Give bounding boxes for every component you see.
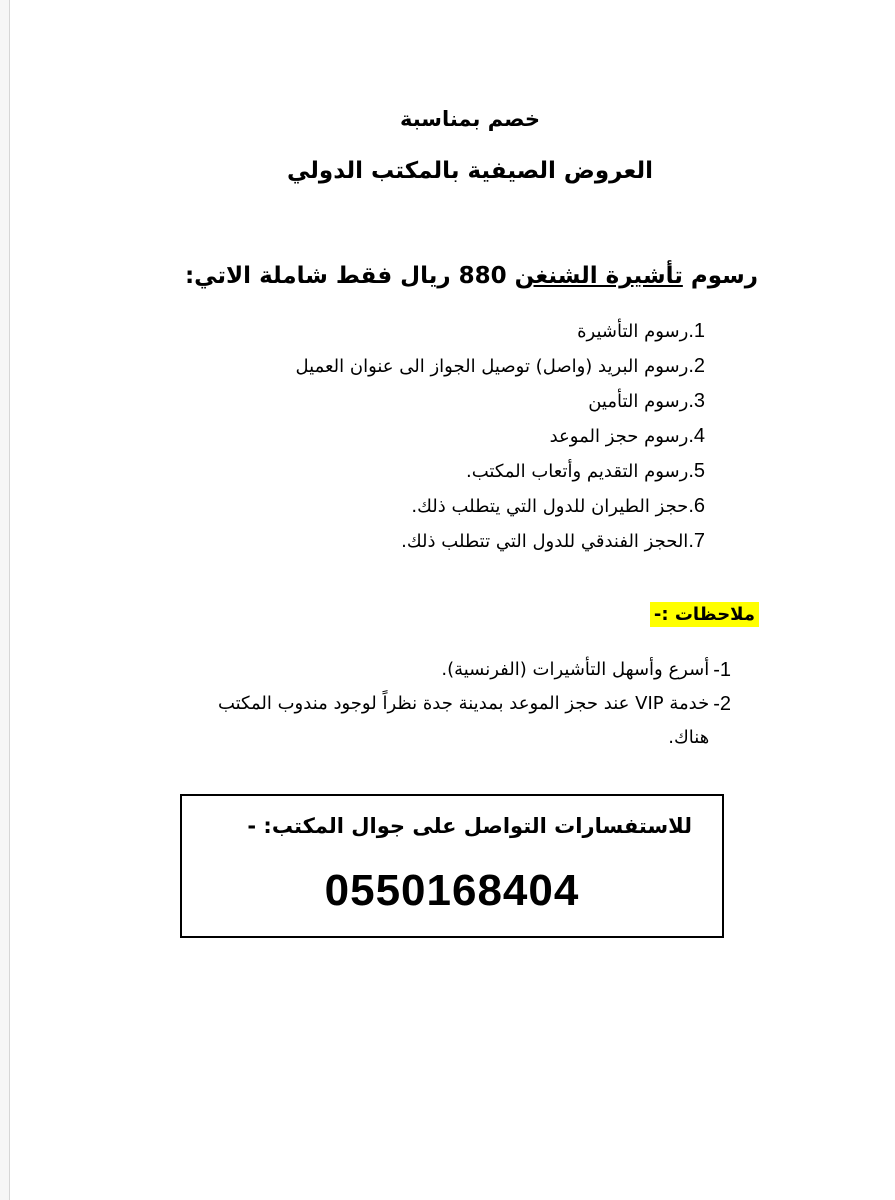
list-item-text: حجز الطيران للدول التي يتطلب ذلك.	[411, 496, 689, 517]
list-item-text: رسوم التأمين	[588, 391, 689, 412]
list-item	[191, 653, 731, 687]
list-item	[296, 419, 706, 454]
page-left-edge	[0, 0, 10, 1200]
list-item-text: رسوم حجز الموعد	[549, 426, 689, 447]
schengen-fee-heading	[185, 263, 758, 289]
note-number: 2-	[713, 693, 731, 715]
document-page	[10, 0, 895, 1200]
list-item-number: 5.	[688, 460, 705, 482]
list-item-number: 7.	[688, 530, 705, 552]
list-item-number: 1.	[688, 320, 705, 342]
list-item	[296, 489, 706, 524]
list-item-number: 4.	[688, 425, 705, 447]
list-item-number: 2.	[688, 355, 705, 377]
list-item	[191, 687, 731, 755]
list-item-text: الحجز الفندقي للدول التي تتطلب ذلك.	[401, 531, 689, 552]
list-item-number: 3.	[688, 390, 705, 412]
list-item	[296, 314, 706, 349]
fee-heading-amount: 880 ريال فقط شاملة الاتي:	[184, 263, 515, 289]
notes-heading: ملاحظات :-	[650, 602, 759, 627]
included-fees-list	[296, 314, 706, 559]
office-phone-number: 0550168404	[324, 866, 580, 915]
note-text: خدمة VIP عند حجز الموعد بمدينة جدة نظراً لوجود مندوب المكتب هناك.	[217, 693, 710, 748]
list-item	[296, 349, 706, 384]
list-item	[296, 454, 706, 489]
list-item-number: 6.	[688, 495, 705, 517]
contact-box	[180, 794, 724, 938]
list-item	[296, 524, 706, 559]
offer-subtitle: العروض الصيفية بالمكتب الدولي	[287, 158, 653, 184]
fee-heading-prefix: رسوم	[682, 263, 758, 289]
contact-label: للاستفسارات التواصل على جوال المكتب: -	[247, 814, 692, 838]
offer-title: خصم بمناسبة	[400, 107, 540, 131]
note-text: أسرع وأسهل التأشيرات (الفرنسية).	[441, 659, 710, 680]
list-item-text: رسوم التأشيرة	[577, 321, 689, 342]
fee-heading-visa-name: تأشيرة الشنغن	[514, 263, 683, 289]
list-item	[296, 384, 706, 419]
note-number: 1-	[713, 659, 731, 681]
list-item-text: رسوم البريد (واصل) توصيل الجواز الى عنوان العميل	[295, 356, 689, 377]
list-item-text: رسوم التقديم وأتعاب المكتب.	[465, 461, 689, 482]
notes-list	[191, 653, 731, 755]
